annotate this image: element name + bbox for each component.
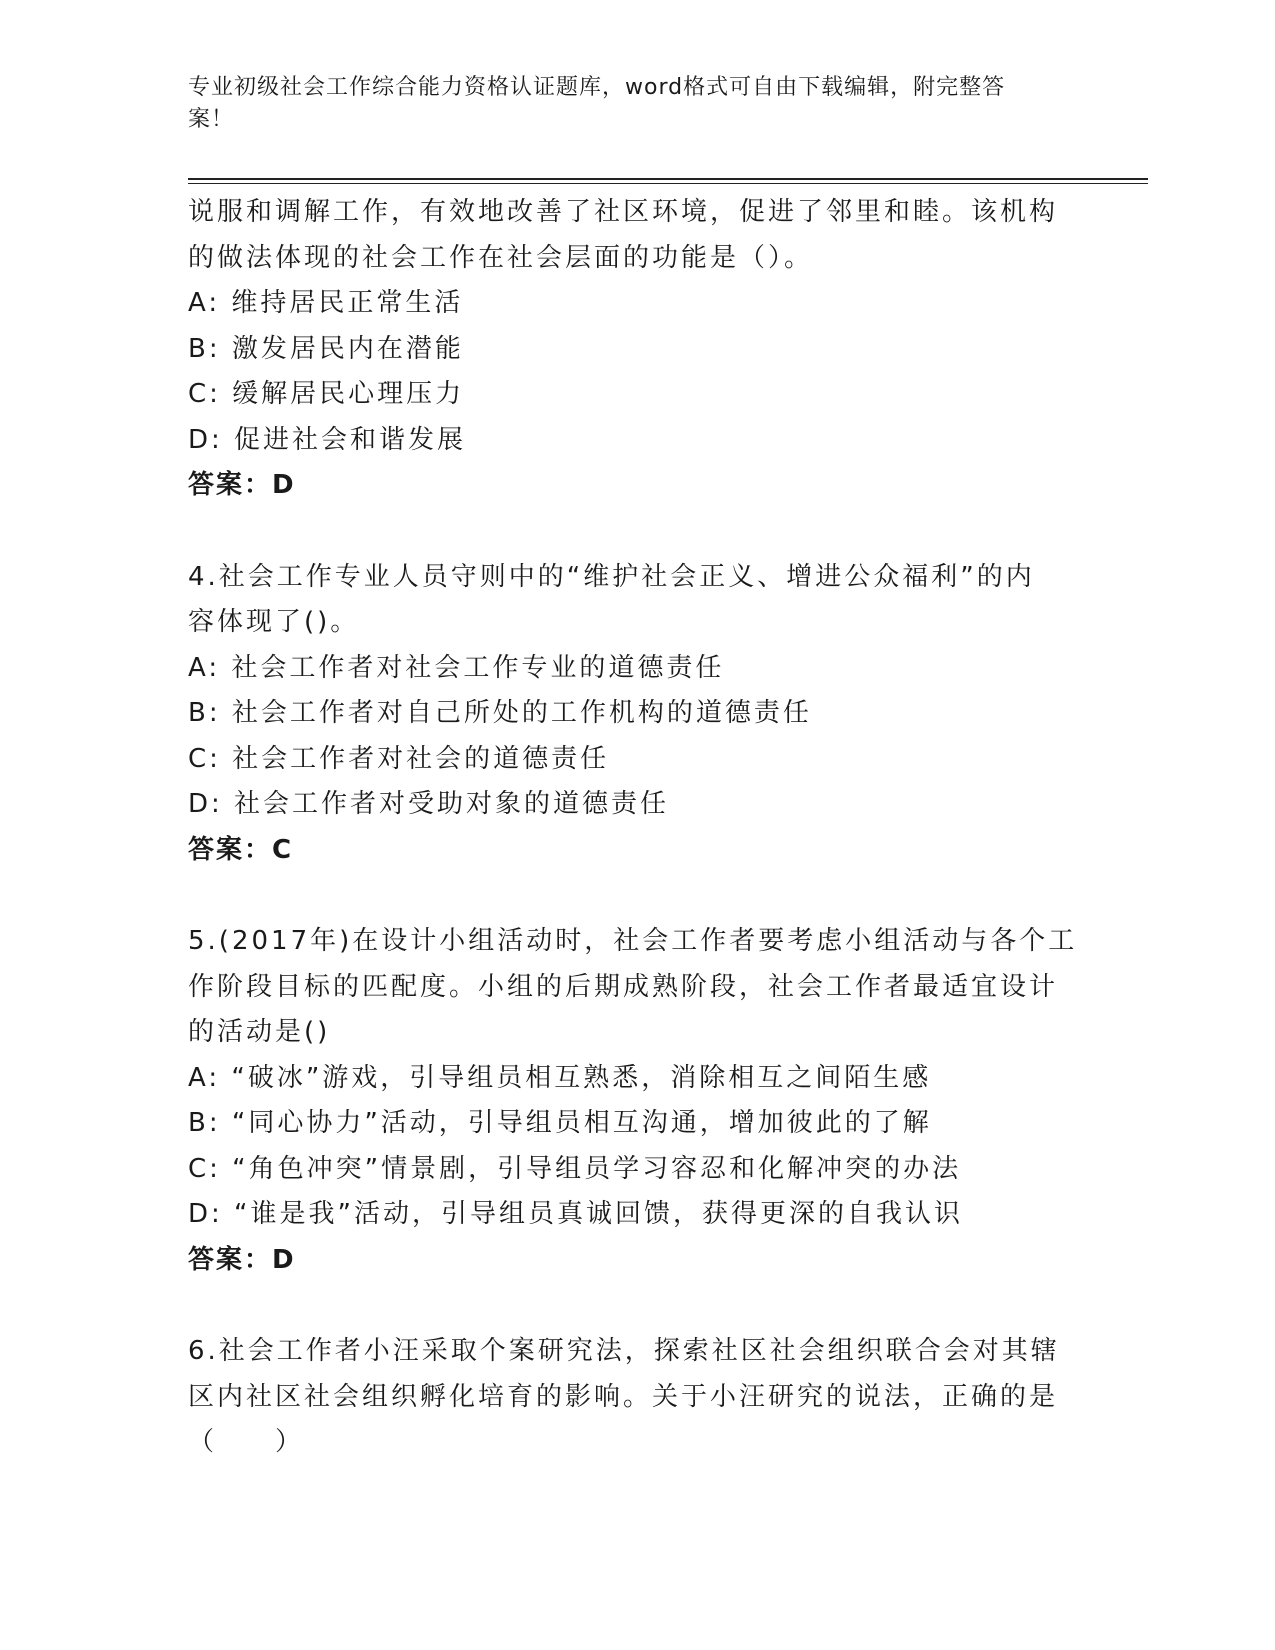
header-line-2: 案！ (188, 107, 235, 132)
question-3-continued (188, 190, 1068, 509)
option-b: B: 激发居民内在潜能 (188, 333, 464, 364)
question-6 (188, 1329, 1068, 1466)
question-text-line: 容体现了()。 (188, 607, 360, 637)
question-5 (188, 919, 1078, 1283)
header-line-1: 专业初级社会工作综合能力资格认证题库，word格式可自由下载编辑，附完整答 (188, 75, 1006, 100)
option-a: A: 社会工作者对社会工作专业的道德责任 (188, 652, 725, 683)
document-header (188, 72, 1068, 136)
question-text-line: 6.社会工作者小汪采取个案研究法，探索社区社会组织联合会对其辖 (188, 1336, 1060, 1366)
option-d: D: 促进社会和谐发展 (188, 424, 467, 455)
question-text-line: 的活动是() (188, 1017, 331, 1047)
option-d: D: “谁是我”活动，引导组员真诚回馈，获得更深的自我认识 (188, 1199, 963, 1229)
option-a: A: 维持居民正常生活 (188, 288, 464, 318)
question-text-line: 5.(2017年)在设计小组活动时，社会工作者要考虑小组活动与各个工 (188, 926, 1078, 956)
answer: 答案：C (188, 834, 294, 865)
question-4 (188, 555, 1068, 874)
question-text-line: 4.社会工作专业人员守则中的“维护社会正义、增进公众福利”的内 (188, 561, 1035, 592)
option-d: D: 社会工作者对受助对象的道德责任 (188, 789, 670, 819)
question-text-line: 说服和调解工作，有效地改善了社区环境，促进了邻里和睦。该机构 (188, 197, 1059, 227)
question-text-line: 作阶段目标的匹配度。小组的后期成熟阶段，社会工作者最适宜设计 (188, 971, 1059, 1002)
answer: 答案：D (188, 1244, 296, 1275)
option-b: B: 社会工作者对自己所处的工作机构的道德责任 (188, 698, 812, 728)
option-c: C: 社会工作者对社会的道德责任 (188, 743, 610, 774)
option-c: C: “角色冲突”情景剧，引导组员学习容忍和化解冲突的办法 (188, 1153, 962, 1184)
header-divider-thick (188, 178, 1148, 180)
question-content (188, 190, 1078, 1466)
option-a: A: “破冰”游戏，引导组员相互熟悉，消除相互之间陌生感 (188, 1062, 932, 1093)
question-text-line: 区内社区社会组织孵化培育的影响。关于小汪研究的说法，正确的是 (188, 1381, 1059, 1412)
question-text-line: （ ） (188, 1427, 305, 1457)
header-divider-thin (188, 183, 1148, 184)
option-c: C: 缓解居民心理压力 (188, 379, 465, 409)
question-text-line: 的做法体现的社会工作在社会层面的功能是（）。 (188, 242, 814, 273)
answer: 答案：D (188, 470, 296, 500)
option-b: B: “同心协力”活动，引导组员相互沟通，增加彼此的了解 (188, 1108, 932, 1138)
